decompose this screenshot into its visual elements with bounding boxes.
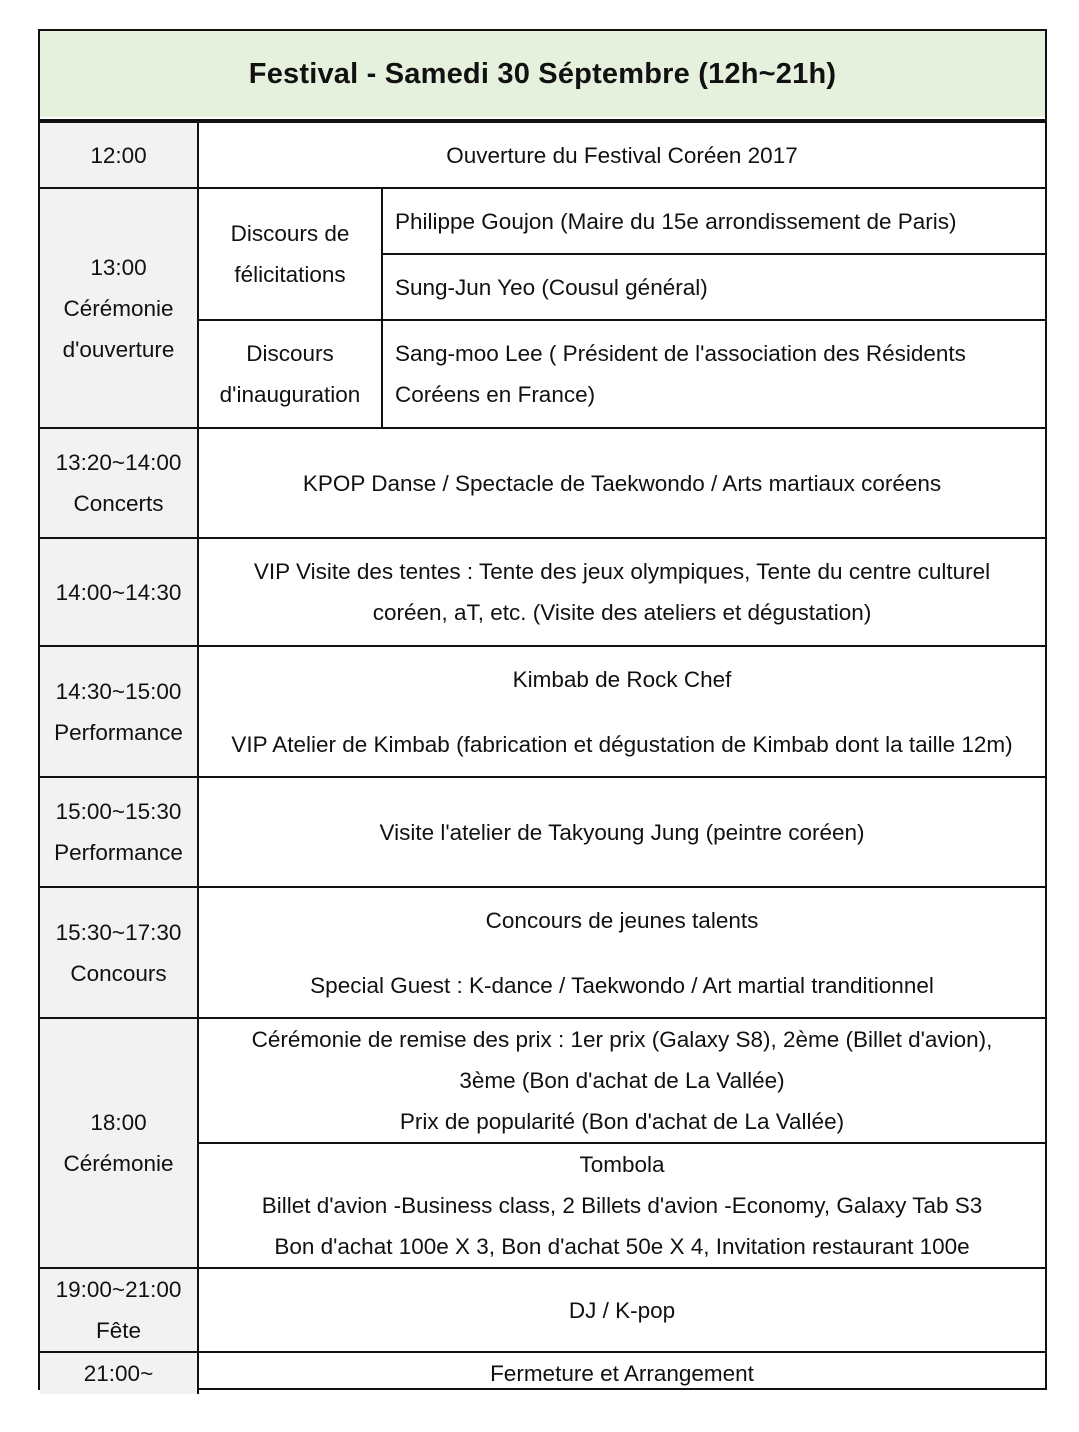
time-label: 15:00~15:30 <box>55 799 182 824</box>
speaker-cell <box>382 254 1045 320</box>
time-label: 13:20~14:00 <box>55 450 182 475</box>
event-text: Visite l'atelier de Takyoung Jung (peintre coréen) <box>379 819 865 845</box>
session-label: Concours <box>70 960 167 986</box>
tombola-cell <box>198 1143 1045 1268</box>
session-label: Cérémonie <box>63 1151 174 1176</box>
session-label: Concerts <box>73 491 164 516</box>
speech-type-label: Discours <box>246 341 334 366</box>
speaker-text: Sang-moo Lee ( Président de l'association des Résidents <box>395 341 966 366</box>
time-cell <box>40 122 198 188</box>
time-cell <box>40 538 198 646</box>
event-text: coréen, aT, etc. (Visite des ateliers et dégustation) <box>372 600 872 625</box>
event-text: VIP Visite des tentes : Tente des jeux olympiques, Tente du centre culturel <box>253 559 991 584</box>
time-cell <box>40 1018 198 1268</box>
event-text: Kimbab de Rock Chef <box>512 666 732 692</box>
event-text: Ouverture du Festival Coréen 2017 <box>446 142 798 168</box>
schedule-sheet <box>38 29 1047 1390</box>
event-cell <box>198 777 1045 887</box>
schedule-table <box>40 121 1045 1394</box>
time-label: 14:30~15:00 <box>55 678 182 704</box>
spacer <box>201 700 1043 724</box>
event-text: Fermeture et Arrangement <box>490 1361 754 1386</box>
time-cell <box>40 887 198 1018</box>
speech-type-label: félicitations <box>234 262 346 287</box>
event-text: 3ème (Bon d'achat de La Vallée) <box>459 1068 785 1093</box>
event-cell <box>198 538 1045 646</box>
time-cell <box>40 777 198 887</box>
table-row <box>40 428 1045 538</box>
speech-type-label: d'inauguration <box>219 382 361 407</box>
table-row <box>40 887 1045 1018</box>
session-label: Performance <box>54 840 183 865</box>
event-text: Billet d'avion -Business class, 2 Billets d'avion -Economy, Galaxy Tab S3 <box>261 1193 983 1218</box>
speaker-text: Coréens en France) <box>395 382 596 407</box>
session-label: Fête <box>95 1318 142 1343</box>
page-title: Festival - Samedi 30 Séptembre (12h~21h) <box>40 31 1045 119</box>
event-cell <box>198 122 1045 188</box>
time-label: 13:00 <box>90 254 147 280</box>
table-row <box>40 1018 1045 1143</box>
speech-type-label: Discours de <box>230 221 350 246</box>
event-text: DJ / K-pop <box>568 1297 676 1323</box>
event-text: Tombola <box>579 1152 665 1177</box>
table-row <box>40 646 1045 777</box>
table-row <box>40 1268 1045 1352</box>
event-cell <box>198 428 1045 538</box>
time-cell <box>40 428 198 538</box>
event-cell <box>198 1352 1045 1394</box>
time-label: 18:00 <box>90 1110 147 1135</box>
event-cell <box>198 887 1045 1018</box>
time-cell <box>40 1268 198 1352</box>
speech-type-cell <box>198 320 382 428</box>
event-text: Bon d'achat 100e X 3, Bon d'achat 50e X 4, Invitation restaurant 100e <box>274 1234 970 1259</box>
table-row <box>40 188 1045 254</box>
time-label: 12:00 <box>90 142 147 168</box>
event-text: Prix de popularité (Bon d'achat de La Vallée) <box>399 1109 845 1134</box>
time-label: 15:30~17:30 <box>55 919 182 945</box>
speaker-cell <box>382 188 1045 254</box>
session-label: Cérémonie d'ouverture <box>62 295 175 362</box>
time-label: 19:00~21:00 <box>55 1277 182 1302</box>
speaker-text: Philippe Goujon (Maire du 15e arrondissement de Paris) <box>395 208 957 234</box>
table-row <box>40 122 1045 188</box>
speaker-text: Sung-Jun Yeo (Cousul général) <box>395 274 708 300</box>
event-text: Cérémonie de remise des prix : 1er prix (Galaxy S8), 2ème (Billet d'avion), <box>251 1027 993 1052</box>
prizes-cell <box>198 1018 1045 1143</box>
event-cell <box>198 1268 1045 1352</box>
time-cell <box>40 646 198 777</box>
spacer <box>205 941 1039 965</box>
speech-type-cell <box>198 188 382 320</box>
event-text: Special Guest : K-dance / Taekwondo / Art martial tranditionnel <box>310 972 934 998</box>
table-row <box>40 777 1045 887</box>
speaker-cell <box>382 320 1045 428</box>
time-label: 21:00~ <box>83 1361 154 1386</box>
table-row <box>40 538 1045 646</box>
event-cell <box>198 646 1045 777</box>
time-cell <box>40 1352 198 1394</box>
table-row <box>40 1352 1045 1394</box>
time-label: 14:00~14:30 <box>55 579 182 605</box>
event-text: Concours de jeunes talents <box>485 907 759 933</box>
time-cell <box>40 188 198 428</box>
event-text: VIP Atelier de Kimbab (fabrication et dégustation de Kimbab dont la taille 12m) <box>231 731 1013 757</box>
event-text: KPOP Danse / Spectacle de Taekwondo / Arts martiaux coréens <box>302 470 942 496</box>
session-label: Performance <box>54 719 183 745</box>
